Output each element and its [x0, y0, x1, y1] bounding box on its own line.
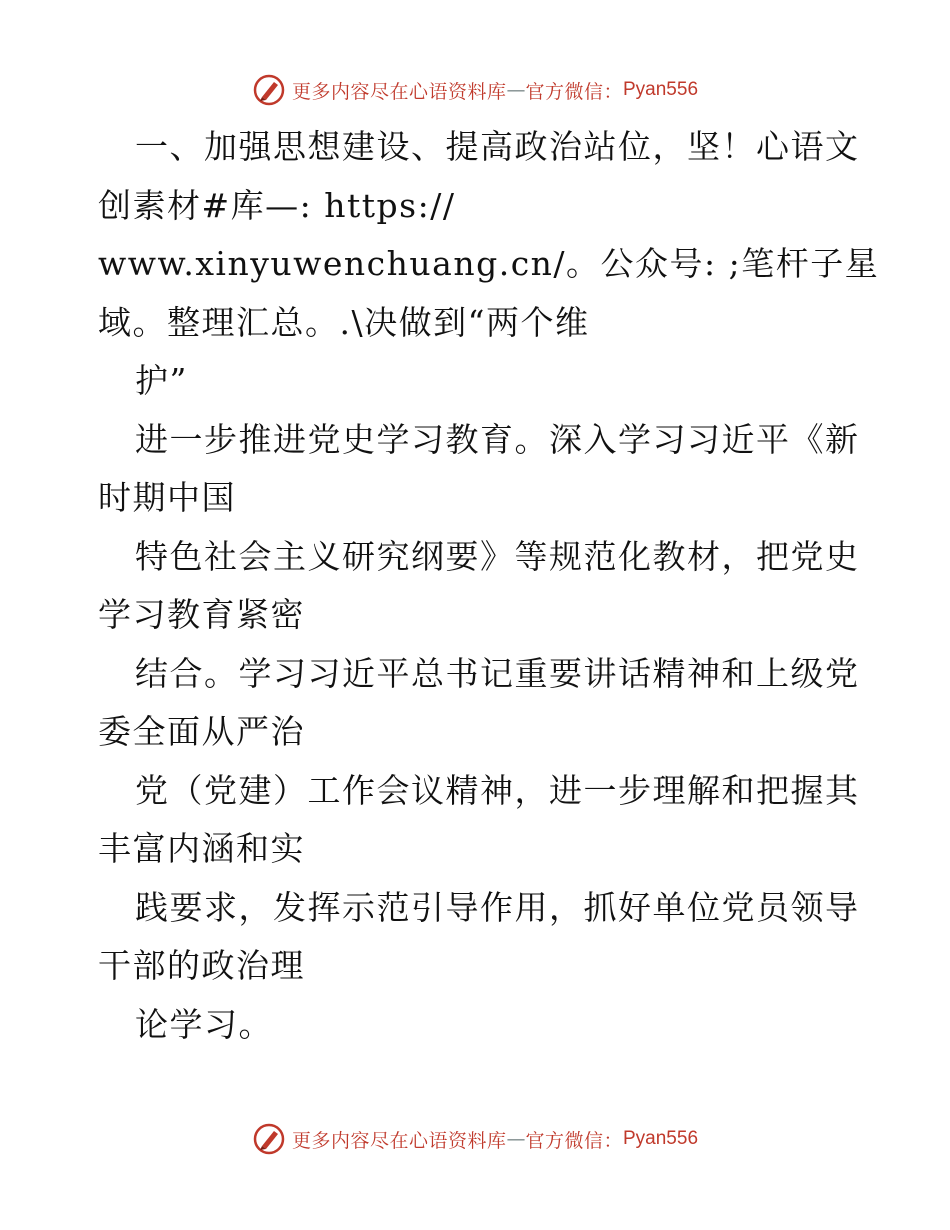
body-line: 结合。学习习近平总书记重要讲话精神和上级党 [135, 653, 860, 693]
body-line: 论学习。 [135, 1004, 273, 1044]
body-line: 丰富内涵和实 [98, 829, 305, 868]
watermark-label: 官方微信： [525, 80, 623, 103]
body-line: 党（党建）工作会议精神，进一步理解和把握其 [135, 770, 860, 810]
watermark-separator: — [506, 79, 526, 101]
body-line: 域。整理汇总。.\决做到“两个维 [98, 302, 590, 342]
watermark-handle: Pyan556 [623, 79, 699, 100]
body-line: 进一步推进党史学习教育。深入学习习近平《新 [135, 419, 860, 459]
footer-watermark [0, 1119, 950, 1159]
body-line: 委全面从严治 [98, 712, 305, 751]
body-line: 创素材#库—: https:// [98, 185, 456, 225]
header-watermark [0, 70, 950, 110]
body-line: www.xinyuwenchuang.cn/。公众号: ;笔杆子星 [98, 244, 880, 283]
pen-logo-icon [252, 1122, 286, 1156]
watermark-main-text: 更多内容尽在心语资料库 [291, 80, 507, 103]
body-line: 干部的政治理 [98, 946, 305, 985]
document-body [98, 118, 880, 1054]
body-line: 特色社会主义研究纲要》等规范化教材，把党史 [135, 536, 860, 576]
watermark-main-text: 更多内容尽在心语资料库 [291, 1129, 507, 1152]
body-line: 一、加强思想建设、提高政治站位，坚！心语文 [135, 127, 860, 166]
watermark-handle: Pyan556 [623, 1128, 699, 1149]
watermark-label: 官方微信： [525, 1129, 623, 1152]
watermark-separator: — [506, 1128, 526, 1150]
body-line: 践要求，发挥示范引导作用，抓好单位党员领导 [135, 887, 860, 927]
body-line: 时期中国 [98, 478, 236, 517]
body-line: 学习教育紧密 [98, 595, 305, 634]
body-line: 护” [135, 361, 188, 400]
pen-logo-icon [252, 73, 286, 107]
